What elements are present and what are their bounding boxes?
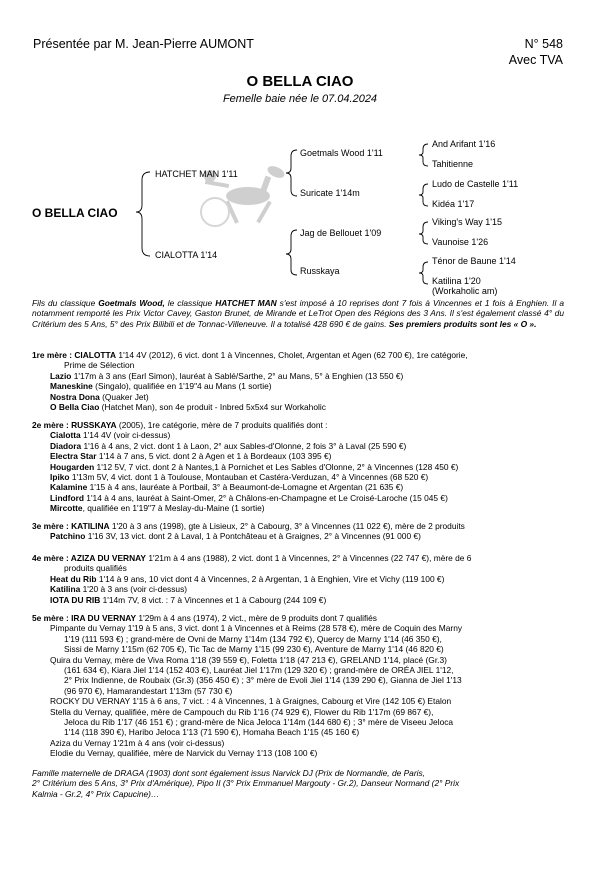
- produce-line: Diadora 1'16 à 4 ans, 2 vict. dont 1 à Laon, 2° aux Sables-d'Olonne, 2 fois 3° à Laval (25 590 €): [50, 440, 407, 451]
- pedigree-ggp: Ténor de Baune 1'14: [432, 256, 516, 266]
- horse-description: Femelle baie née le 07.04.2024: [222, 93, 378, 105]
- produce-line: Nostra Dona (Quaker Jet): [50, 391, 149, 402]
- section-fifth-dam: 5e mère : IRA DU VERNAY 1'29m à 4 ans (1974), 2 vict., mère de 9 produits dont 7 qualifiés Pimpante du Vernay 1'19 à 5 ans, 3 vict. dont 1 à Vincennes et à Reims (28 578 €), mère de Coquin des Marny 1'19 (111 593 €) ; grand-mère de Ovni de Marny 1'14m (134 792 €), Quercy de Marny 1'14 (46 350 €), Sissi de Marny 1'15m (62 705 €), Tic Tac de Marny 1'15 (99 230 €), Aventure de Marny 1'14 (46 820 €) Quira du Vernay, mère de Viva Roma 1'18 (39 559 €), Foletta 1'18 (47 213 €), GRELAND 1'14, placé (Gr.3) (161 634 €), Kiara Jiel 1'14 (152 403 €), Lauréat Jiel 1'17m (129 320 €) ; grand-mère de ORÉA JIEL 1'12, 2° Prix Indienne, de Roubaix (Gr.3) (356 450 €) ; 3° mère de Evoli Jiel 1'14 (139 290 €), Gianna de Jiel 1'13 (96 970 €), Hamarandestart 1'13m (57 730 €) ROCKY DU VERNAY 1'15 à 6 ans, 7 vict. : 4 à Vincennes, 1 à Graignes, Cabourg et Vire (142 105 €) Etalon Stella du Vernay, qualifiée, mère de Campouch du Rib 1'16 (74 929 €), Flower du Rib 1'17m (69 867 €), Jeloca du Rib 1'17 (46 151 €) ; grand-mère de Nica Jeloca 1'14m (144 680 €) ; 3° mère de Viseeu Jeloca 1'14 (118 390 €), Haribo Jeloca 1'13 (71 590 €), Homaha Beach 1'15 (45 160 €) Aziza du Vernay 1'21m à 4 ans (voir ci-dessus) Elodie du Vernay, qualifiée, mère de Narvick du Vernay 1'13 (108 100 €): [32, 613, 568, 759]
- pedigree-ggp: Viking's Way 1'15: [432, 217, 502, 227]
- pedigree-dam: CIALOTTA 1'14: [155, 250, 218, 260]
- produce-line: (96 970 €), Hamarandestart 1'13m (57 730 €): [64, 685, 233, 696]
- produce-line: Stella du Vernay, qualifiée, mère de Campouch du Rib 1'16 (74 929 €), Flower du Rib 1'17m (69 867 €),: [50, 706, 434, 717]
- pedigree-ggp: Tahitienne: [432, 159, 474, 169]
- produce-line: Katilina 1'20 à 3 ans (voir ci-dessus): [50, 584, 188, 595]
- produce-line: Quira du Vernay, mère de Viva Roma 1'18 (39 559 €), Foletta 1'18 (47 213 €), GRELAND 1'14, placé (Gr.3): [50, 654, 447, 665]
- pedigree-dam-sire: Jag de Bellouet 1'09: [300, 228, 382, 238]
- produce-line: Hougarden 1'12 5V, 7 vict. dont 2 à Nantes,1 à Pornichet et Les Sables d'Olonne, 2° à Vincennes (128 450 €): [50, 461, 459, 472]
- produce-line: Kalamine 1'15 à 4 ans, lauréate à Portbail, 3° à Beaumont-de-Lomagne et Argentan (21 635 €): [50, 482, 404, 493]
- pedigree-sire-dam: Suricate 1'14m: [300, 188, 360, 198]
- pedigree-ggp: Vaunoise 1'26: [432, 237, 489, 247]
- produce-line: Pimpante du Vernay 1'19 à 5 ans, 3 vict. dont 1 à Vincennes et à Reims (28 578 €), mère de Coquin des Marny: [50, 623, 463, 634]
- pedigree-ggp: And Arifant 1'16: [432, 139, 496, 149]
- horse-name: O BELLA CIAO: [246, 73, 354, 90]
- section-first-dam: 1re mère : CIALOTTA 1'14 4V (2012), 6 vict. dont 1 à Vincennes, Cholet, Argentan et Agen (62 700 €), 1re catégorie, Prime de Sélection Lazio 1'17m à 3 ans (Earl Simon), lauréat à Sablé/Sarthe, 2° au Mans, 5° à Enghien (13 550 €) Maneskine (Singalo), qualifiée en 1'19"4 au Mans (1 sortie) Nostra Dona (Quaker Jet) O Bella Ciao (Hatchet Man), son 4e produit - Inbred 5x5x4 sur Workaholic: [32, 350, 568, 412]
- produce-line: (161 634 €), Kiara Jiel 1'14 (152 403 €), Lauréat Jiel 1'17m (129 320 €) ; grand-mère de ORÉA JIEL 1'12,: [64, 665, 454, 676]
- produce-line: Lindford 1'14 à 4 ans, lauréat à Saint-Omer, 2° à Châlons-en-Champagne et Le Croisé-Laroche (15 045 €): [50, 492, 448, 503]
- pedigree-dam-dam: Russkaya: [300, 266, 340, 276]
- pedigree-sire: HATCHET MAN 1'11: [155, 169, 238, 179]
- section-third-dam: 3e mère : KATILINA 1'20 à 3 ans (1998), gte à Lisieux, 2° à Cabourg, 3° à Vincennes (11 022 €), mère de 2 produits Patchino 1'16 3V, 13 vict. dont 2 à Laval, 1 à Pontchâteau et à Graignes, 2° à Vincennes (91 000 €): [32, 521, 568, 542]
- produce-line: Lazio 1'17m à 3 ans (Earl Simon), lauréat à Sablé/Sarthe, 2° au Mans, 5° à Enghien (13 550 €): [50, 370, 404, 381]
- pedigree-ggp: (Workaholic am): [432, 286, 498, 296]
- lot-number: N° 548: [524, 37, 563, 51]
- produce-line: O Bella Ciao (Hatchet Man), son 4e produit - Inbred 5x5x4 sur Workaholic: [50, 402, 326, 413]
- produce-line: IOTA DU RIB 1'14m 7V, 8 vict. : 7 à Vincennes et 1 à Cabourg (244 109 €): [50, 594, 327, 605]
- section-second-dam: 2e mère : RUSSKAYA (2005), 1re catégorie, mère de 7 produits qualifiés dont : Cialotta 1'14 4V (voir ci-dessus) Diadora 1'16 à 4 ans, 2 vict. dont 1 à Laon, 2° aux Sables-d'Olonne, 2 fois 3° à Laval (25 590 €) Electra Star 1'14 à 7 ans, 5 vict. dont 2 à Agen et 1 à Bordeaux (103 395 €) Hougarden 1'12 5V, 7 vict. dont 2 à Nantes,1 à Pornichet et Les Sables d'Olonne, 2° à Vincennes (128 450 €) Ipiko 1'13m 5V, 4 vict. dont 1 à Toulouse, Montauban et Castéra-Verduzan, 4° à Vincennes (68 520 €) Kalamine 1'15 à 4 ans, lauréate à Portbail, 3° à Beaumont-de-Lomagne et Argentan (21 635 €) Lindford 1'14 à 4 ans, lauréat à Saint-Omer, 2° à Châlons-en-Champagne et Le Croisé-Laroche (15 045 €) Mircotte, qualifiée en 1'19"7 à Meslay-du-Maine (1 sortie): [32, 420, 568, 514]
- pedigree-sire-sire: Goetmals Wood 1'11: [300, 148, 383, 158]
- presenter: Présentée par M. Jean-Pierre AUMONT: [33, 37, 254, 51]
- pedigree-subject: O BELLA CIAO: [32, 206, 118, 220]
- produce-line: Mircotte, qualifiée en 1'19"7 à Meslay-du-Maine (1 sortie): [50, 503, 265, 514]
- produce-line: Patchino 1'16 3V, 13 vict. dont 2 à Laval, 1 à Pontchâteau et à Graignes, 2° à Vincennes (91 000 €): [50, 531, 421, 542]
- produce-line: Heat du Rib 1'14 à 9 ans, 10 vict dont 4 à Vincennes, 2 à Argentan, 1 à Enghien, Vire et Vichy (119 100 €): [50, 573, 445, 584]
- produce-line: Cialotta 1'14 4V (voir ci-dessus): [50, 430, 171, 441]
- maternal-family-note: Famille maternelle de DRAGA (1903) dont sont également issus Narvick DJ (Prix de Normandie, de Paris, 2° Critérium des 5 Ans, 3° Prix d'Amérique), Pipo II (3° Prix Emmanuel Margouty - Gr.2), Danseur Normand (2° Prix Kalmia - Gr.2, 4° Prix Capucine)…: [32, 768, 460, 799]
- produce-line: ROCKY DU VERNAY 1'15 à 6 ans, 7 vict. : 4 à Vincennes, 1 à Graignes, Cabourg et Vire (142 105 €) Etalon: [50, 696, 452, 707]
- produce-line: Aziza du Vernay 1'21m à 4 ans (voir ci-dessus): [50, 737, 225, 748]
- produce-line: Jeloca du Rib 1'17 (46 151 €) ; grand-mère de Nica Jeloca 1'14m (144 680 €) ; 3° mère de Viseeu Jeloca: [64, 717, 454, 728]
- pedigree-ggp: Kidéa 1'17: [432, 199, 475, 209]
- produce-line: Ipiko 1'13m 5V, 4 vict. dont 1 à Toulouse, Montauban et Castéra-Verduzan, 4° à Vincennes (68 520 €): [50, 472, 429, 483]
- produce-line: 1'19 (111 593 €) ; grand-mère de Ovni de Marny 1'14m (134 792 €), Quercy de Marny 1'14 (46 350 €),: [64, 633, 442, 644]
- sire-intro: Fils du classique Goetmals Wood, le classique HATCHET MAN s'est imposé à 10 reprises dont 7 fois à Vincennes et 1 fois à Enghien. Il a notamment remporté les Prix Victor Cavey, Gaston Brunet, de Mirande et LeTrot Open des Régions des 3 Ans. Il s'est également classé 4° du Critérium des 5 Ans, 5° des Prix Bilibili et de Tonnac-Villeneuve. Il a totalisé 428 690 € de gains. Ses premiers produits sont les « O ».: [32, 298, 565, 329]
- section-fourth-dam: 4e mère : AZIZA DU VERNAY 1'21m à 4 ans (1988), 2 vict. dont 1 à Vincennes, 2° à Vincennes (22 747 €), mère de 6 produits qualifiés Heat du Rib 1'14 à 9 ans, 10 vict dont 4 à Vincennes, 2 à Argentan, 1 à Enghien, Vire et Vichy (119 100 €) Katilina 1'20 à 3 ans (voir ci-dessus) IOTA DU RIB 1'14m 7V, 8 vict. : 7 à Vincennes et 1 à Cabourg (244 109 €): [32, 553, 568, 605]
- produce-line: 2° Prix Indienne, de Roubaix (Gr.3) (356 450 €) ; 3° mère de Evoli Jiel 1'14 (139 290 €), Gianna de Jiel 1'13: [64, 675, 462, 686]
- pedigree-ggp: Katilina 1'20: [432, 276, 481, 286]
- pedigree-ggp: Ludo de Castelle 1'11: [432, 179, 519, 189]
- tax-status: Avec TVA: [508, 53, 563, 67]
- produce-line: Sissi de Marny 1'15m (62 705 €), Tic Tac de Marny 1'15 (99 230 €), Aventure de Marny 1'14 (46 820 €): [64, 644, 444, 655]
- produce-line: 1'14 (118 390 €), Haribo Jeloca 1'13 (71 590 €), Homaha Beach 1'15 (45 160 €): [64, 727, 360, 738]
- produce-line: Elodie du Vernay, qualifiée, mère de Narvick du Vernay 1'13 (108 100 €): [50, 748, 318, 759]
- produce-line: Electra Star 1'14 à 7 ans, 5 vict. dont 2 à Agen et 1 à Bordeaux (103 395 €): [50, 451, 332, 462]
- produce-line: Maneskine (Singalo), qualifiée en 1'19"4 au Mans (1 sortie): [50, 381, 272, 392]
